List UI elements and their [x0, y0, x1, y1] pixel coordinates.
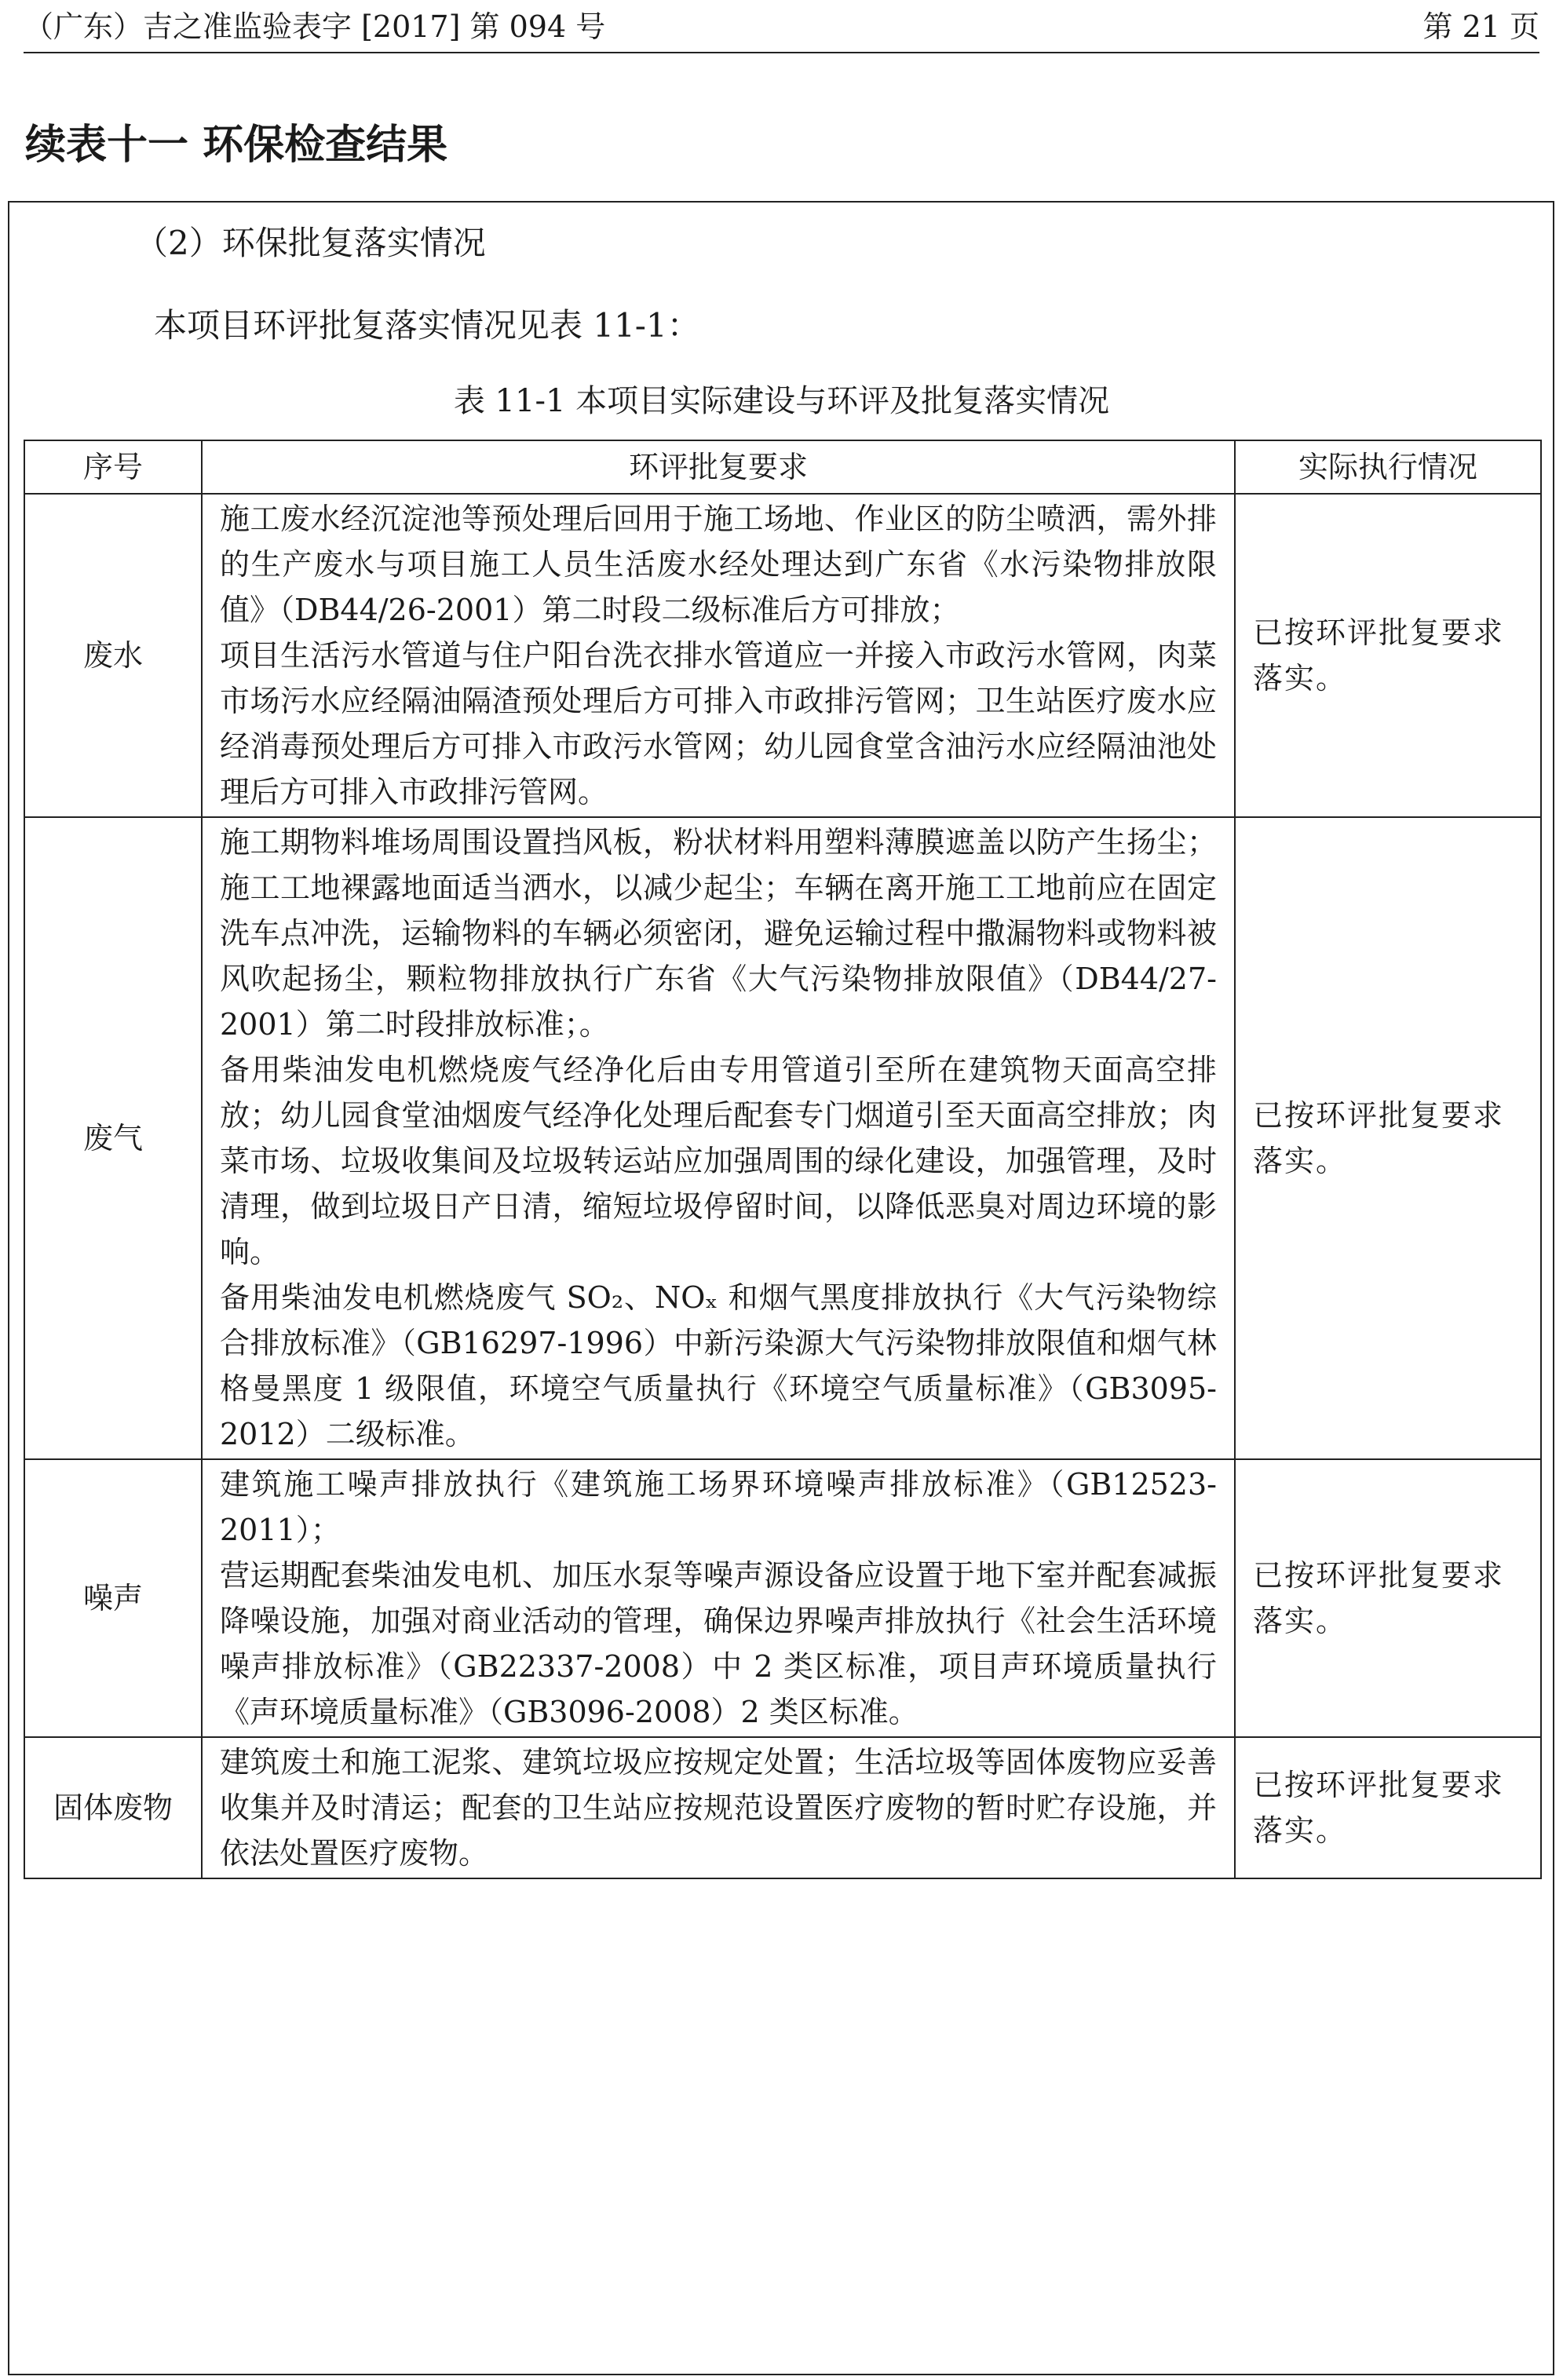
- requirement-paragraph: 施工期物料堆场周围设置挡风板，粉状材料用塑料薄膜遮盖以防产生扬尘；施工工地裸露地面适当洒水，以减少起尘；车辆在离开施工工地前应在固定洗车点冲洗，运输物料的车辆必须密闭，避免运输过程中撒漏物料或物料被风吹起扬尘，颗粒物排放执行广东省《大气污染物排放限值》（DB44/27-2001）第二时段排放标准；。: [220, 825, 1217, 1042]
- table-row: [24, 1737, 1541, 1878]
- row-requirement: [202, 1459, 1235, 1737]
- row-category: 废气: [24, 817, 202, 1459]
- requirement-paragraph: 营运期配套柴油发电机、加压水泵等噪声源设备应设置于地下室并配套减振降噪设施，加强对商业活动的管理，确保边界噪声排放执行《社会生活环境噪声排放标准》（GB22337-2008）中 2 类区标准，项目声环境质量执行《声环境质量标准》（GB3096-2008）2 类区标准。: [220, 1558, 1217, 1729]
- table-row: [24, 1459, 1541, 1737]
- row-requirement: [202, 1737, 1235, 1878]
- row-status: 已按环评批复要求落实。: [1235, 817, 1541, 1459]
- row-requirement: [202, 494, 1235, 817]
- section-title: 续表十一 环保检查结果: [25, 122, 448, 169]
- table-row: [24, 817, 1541, 1459]
- table-header-row: [24, 440, 1541, 494]
- page-number: 第 21 页: [1422, 9, 1539, 44]
- subheading: （2）环保批复落实情况: [135, 224, 486, 262]
- row-status: 已按环评批复要求落实。: [1235, 1459, 1541, 1737]
- table-row: [24, 494, 1541, 817]
- requirement-paragraph: 备用柴油发电机燃烧废气经净化后由专用管道引至所在建筑物天面高空排放；幼儿园食堂油烟废气经净化处理后配套专门烟道引至天面高空排放；肉菜市场、垃圾收集间及垃圾转运站应加强周围的绿化建设，加强管理，及时清理，做到垃圾日产日清，缩短垃圾停留时间，以降低恶臭对周边环境的影响。: [220, 1053, 1217, 1269]
- requirement-paragraph: 建筑废土和施工泥浆、建筑垃圾应按规定处置；生活垃圾等固体废物应妥善收集并及时清运；配套的卫生站应按规范设置医疗废物的暂时贮存设施，并依法处置医疗废物。: [220, 1745, 1217, 1871]
- requirement-paragraph: 建筑施工噪声排放执行《建筑施工场界环境噪声排放标准》（GB12523-2011）；: [220, 1467, 1217, 1547]
- column-header-requirement: 环评批复要求: [202, 440, 1235, 494]
- row-category: 废水: [24, 494, 202, 817]
- column-header-status: 实际执行情况: [1235, 440, 1541, 494]
- page-header: [24, 0, 1539, 53]
- requirement-paragraph: 施工废水经沉淀池等预处理后回用于施工场地、作业区的防尘喷洒，需外排的生产废水与项目施工人员生活废水经处理达到广东省《水污染物排放限值》（DB44/26-2001）第二时段二级标准后方可排放；: [220, 502, 1217, 627]
- row-status: 已按环评批复要求落实。: [1235, 494, 1541, 817]
- row-category: 固体废物: [24, 1737, 202, 1878]
- requirement-paragraph: 项目生活污水管道与住户阳台洗衣排水管道应一并接入市政污水管网，肉菜市场污水应经隔油隔渣预处理后方可排入市政排污管网；卫生站医疗废水应经消毒预处理后方可排入市政污水管网；幼儿园食堂含油污水应经隔油池处理后方可排入市政排污管网。: [220, 638, 1217, 809]
- intro-text: 本项目环评批复落实情况见表 11-1：: [154, 306, 700, 345]
- row-category: 噪声: [24, 1459, 202, 1737]
- requirement-paragraph: 备用柴油发电机燃烧废气 SO₂、NOₓ 和烟气黑度排放执行《大气污染物综合排放标准》（GB16297-1996）中新污染源大气污染物排放限值和烟气林格曼黑度 1 级限值，环境空气质量执行《环境空气质量标准》（GB3095-2012）二级标准。: [220, 1280, 1217, 1451]
- row-requirement: [202, 817, 1235, 1459]
- table-caption: 表 11-1 本项目实际建设与环评及批复落实情况: [453, 383, 1110, 419]
- column-header-index: 序号: [24, 440, 202, 494]
- row-status: 已按环评批复要求落实。: [1235, 1737, 1541, 1878]
- results-table: [24, 440, 1542, 1879]
- document-code: （广东）吉之准监验表字 [2017] 第 094 号: [24, 9, 606, 44]
